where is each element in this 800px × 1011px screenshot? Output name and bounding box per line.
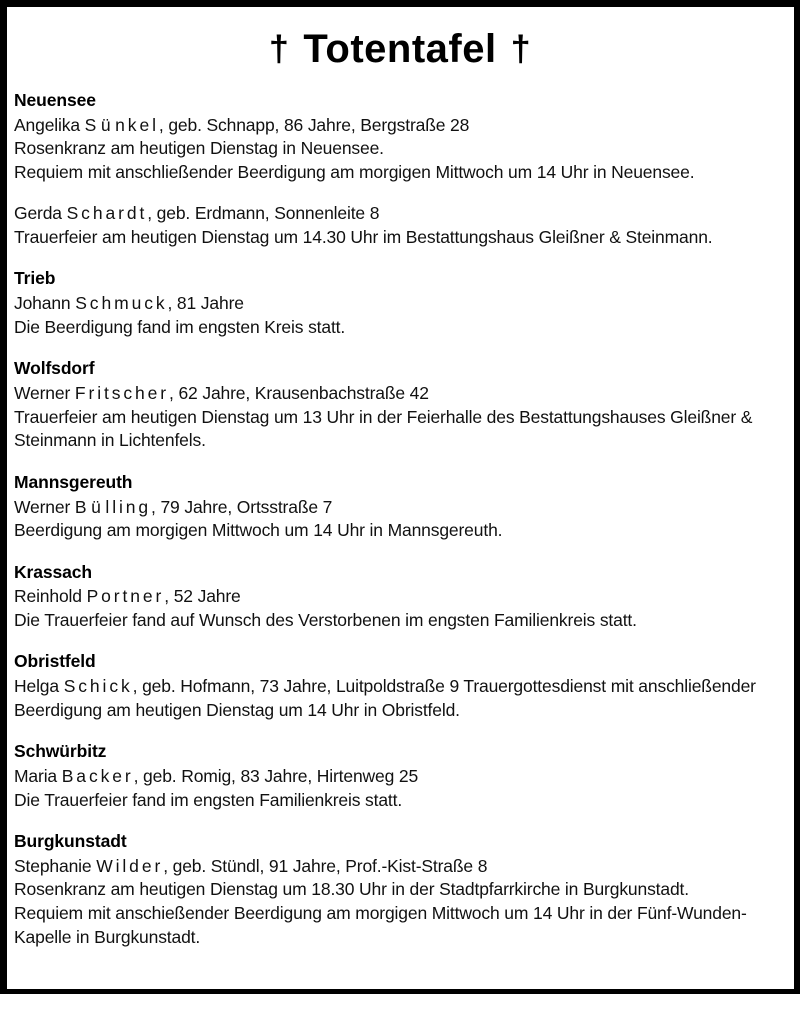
spaced-surname: Portner bbox=[86, 586, 165, 607]
entry-place-heading: Krassach bbox=[14, 561, 93, 582]
entry-line: Helga Schick, geb. Hofmann, 73 Jahre, Luitpoldstraße 9 Trauergottesdienst mit anschließender Beerdigung am heutigen Dienstag um 14 Uhr in Obristfeld. bbox=[14, 676, 756, 720]
entry-line: Stephanie Wilder, geb. Stündl, 91 Jahre, Prof.-Kist-Straße 8 bbox=[14, 855, 488, 876]
obituary-entry bbox=[14, 471, 786, 543]
spaced-surname: Schick bbox=[63, 676, 133, 697]
spaced-surname: nkel bbox=[115, 114, 159, 135]
obituary-entry bbox=[14, 357, 786, 452]
entry-line: Johann Schmuck, 81 Jahre bbox=[14, 293, 244, 314]
entry-place-heading: Mannsgereuth bbox=[14, 471, 133, 492]
page-title bbox=[14, 29, 786, 69]
obituary-entry bbox=[14, 561, 786, 633]
spaced-surname: Schardt bbox=[66, 203, 148, 224]
entry-line: Werner Fritscher, 62 Jahre, Krausenbachstraße 42 bbox=[14, 383, 429, 404]
obituary-entry bbox=[14, 267, 786, 339]
spaced-surname: Backer bbox=[61, 766, 134, 787]
spaced-surname: lling bbox=[105, 496, 152, 517]
entry-line: Requiem mit anschießender Beerdigung am morgigen Mittwoch um 14 Uhr in der Fünf-Wunden-Kapelle in Burgkunstadt. bbox=[14, 903, 747, 947]
spaced-surname: Fritscher bbox=[74, 383, 170, 404]
spaced-surname: Schmuck bbox=[75, 293, 168, 314]
entry-place-heading: Wolfsdorf bbox=[14, 358, 95, 379]
notice-inner bbox=[7, 29, 794, 1011]
entry-line: Requiem mit anschließender Beerdigung am morgigen Mittwoch um 14 Uhr in Neuensee. bbox=[14, 161, 695, 182]
entry-line: Angelika S ü nkel, geb. Schnapp, 86 Jahre, Bergstraße 28 bbox=[14, 114, 470, 135]
latin-cross-icon-right: † bbox=[510, 28, 532, 69]
entry-place-heading: Burgkunstadt bbox=[14, 831, 127, 852]
entry-place-heading: Schwürbitz bbox=[14, 741, 107, 762]
obituary-entry bbox=[14, 89, 786, 184]
obituary-entry bbox=[14, 740, 786, 812]
entry-line: Die Trauerfeier fand im engsten Familienkreis statt. bbox=[14, 789, 403, 810]
entry-line: Beerdigung am morgigen Mittwoch um 14 Uhr in Mannsgereuth. bbox=[14, 520, 503, 541]
entry-line: Rosenkranz am heutigen Dienstag um 18.30 Uhr in der Stadtpfarrkirche in Burgkunstadt. bbox=[14, 879, 689, 900]
entry-line: Reinhold Portner, 52 Jahre bbox=[14, 586, 241, 607]
entry-place-heading: Neuensee bbox=[14, 90, 96, 110]
spaced-surname: Wilder bbox=[96, 855, 164, 876]
latin-cross-icon-left: † bbox=[268, 28, 290, 69]
entry-line: Die Beerdigung fand im engsten Kreis statt. bbox=[14, 316, 346, 337]
entry-line: Trauerfeier am heutigen Dienstag um 14.30 Uhr im Bestattungshaus Gleißner & Steinmann. bbox=[14, 226, 713, 247]
obituary-entry bbox=[14, 202, 786, 249]
entry-line: Maria Backer, geb. Romig, 83 Jahre, Hirtenweg 25 bbox=[14, 766, 419, 787]
entry-line: Die Trauerfeier fand auf Wunsch des Verstorbenen im engsten Familienkreis statt. bbox=[14, 609, 637, 630]
entry-line: Werner B ü lling, 79 Jahre, Ortsstraße 7 bbox=[14, 496, 333, 517]
entry-line: Rosenkranz am heutigen Dienstag in Neuensee. bbox=[14, 138, 384, 159]
obituary-entry bbox=[14, 650, 786, 722]
entry-place-heading: Trieb bbox=[14, 268, 56, 289]
page-title-text: Totentafel bbox=[303, 27, 497, 71]
entry-line: Trauerfeier am heutigen Dienstag um 13 Uhr in der Feierhalle des Bestattungshauses Gleißner & Steinmann in Lichtenfels. bbox=[14, 406, 753, 451]
entry-line: Gerda Schardt, geb. Erdmann, Sonnenleite 8 bbox=[14, 203, 380, 224]
entry-place-heading: Obristfeld bbox=[14, 651, 96, 672]
obituary-entry-list bbox=[14, 89, 786, 949]
obituary-entry bbox=[14, 830, 786, 949]
